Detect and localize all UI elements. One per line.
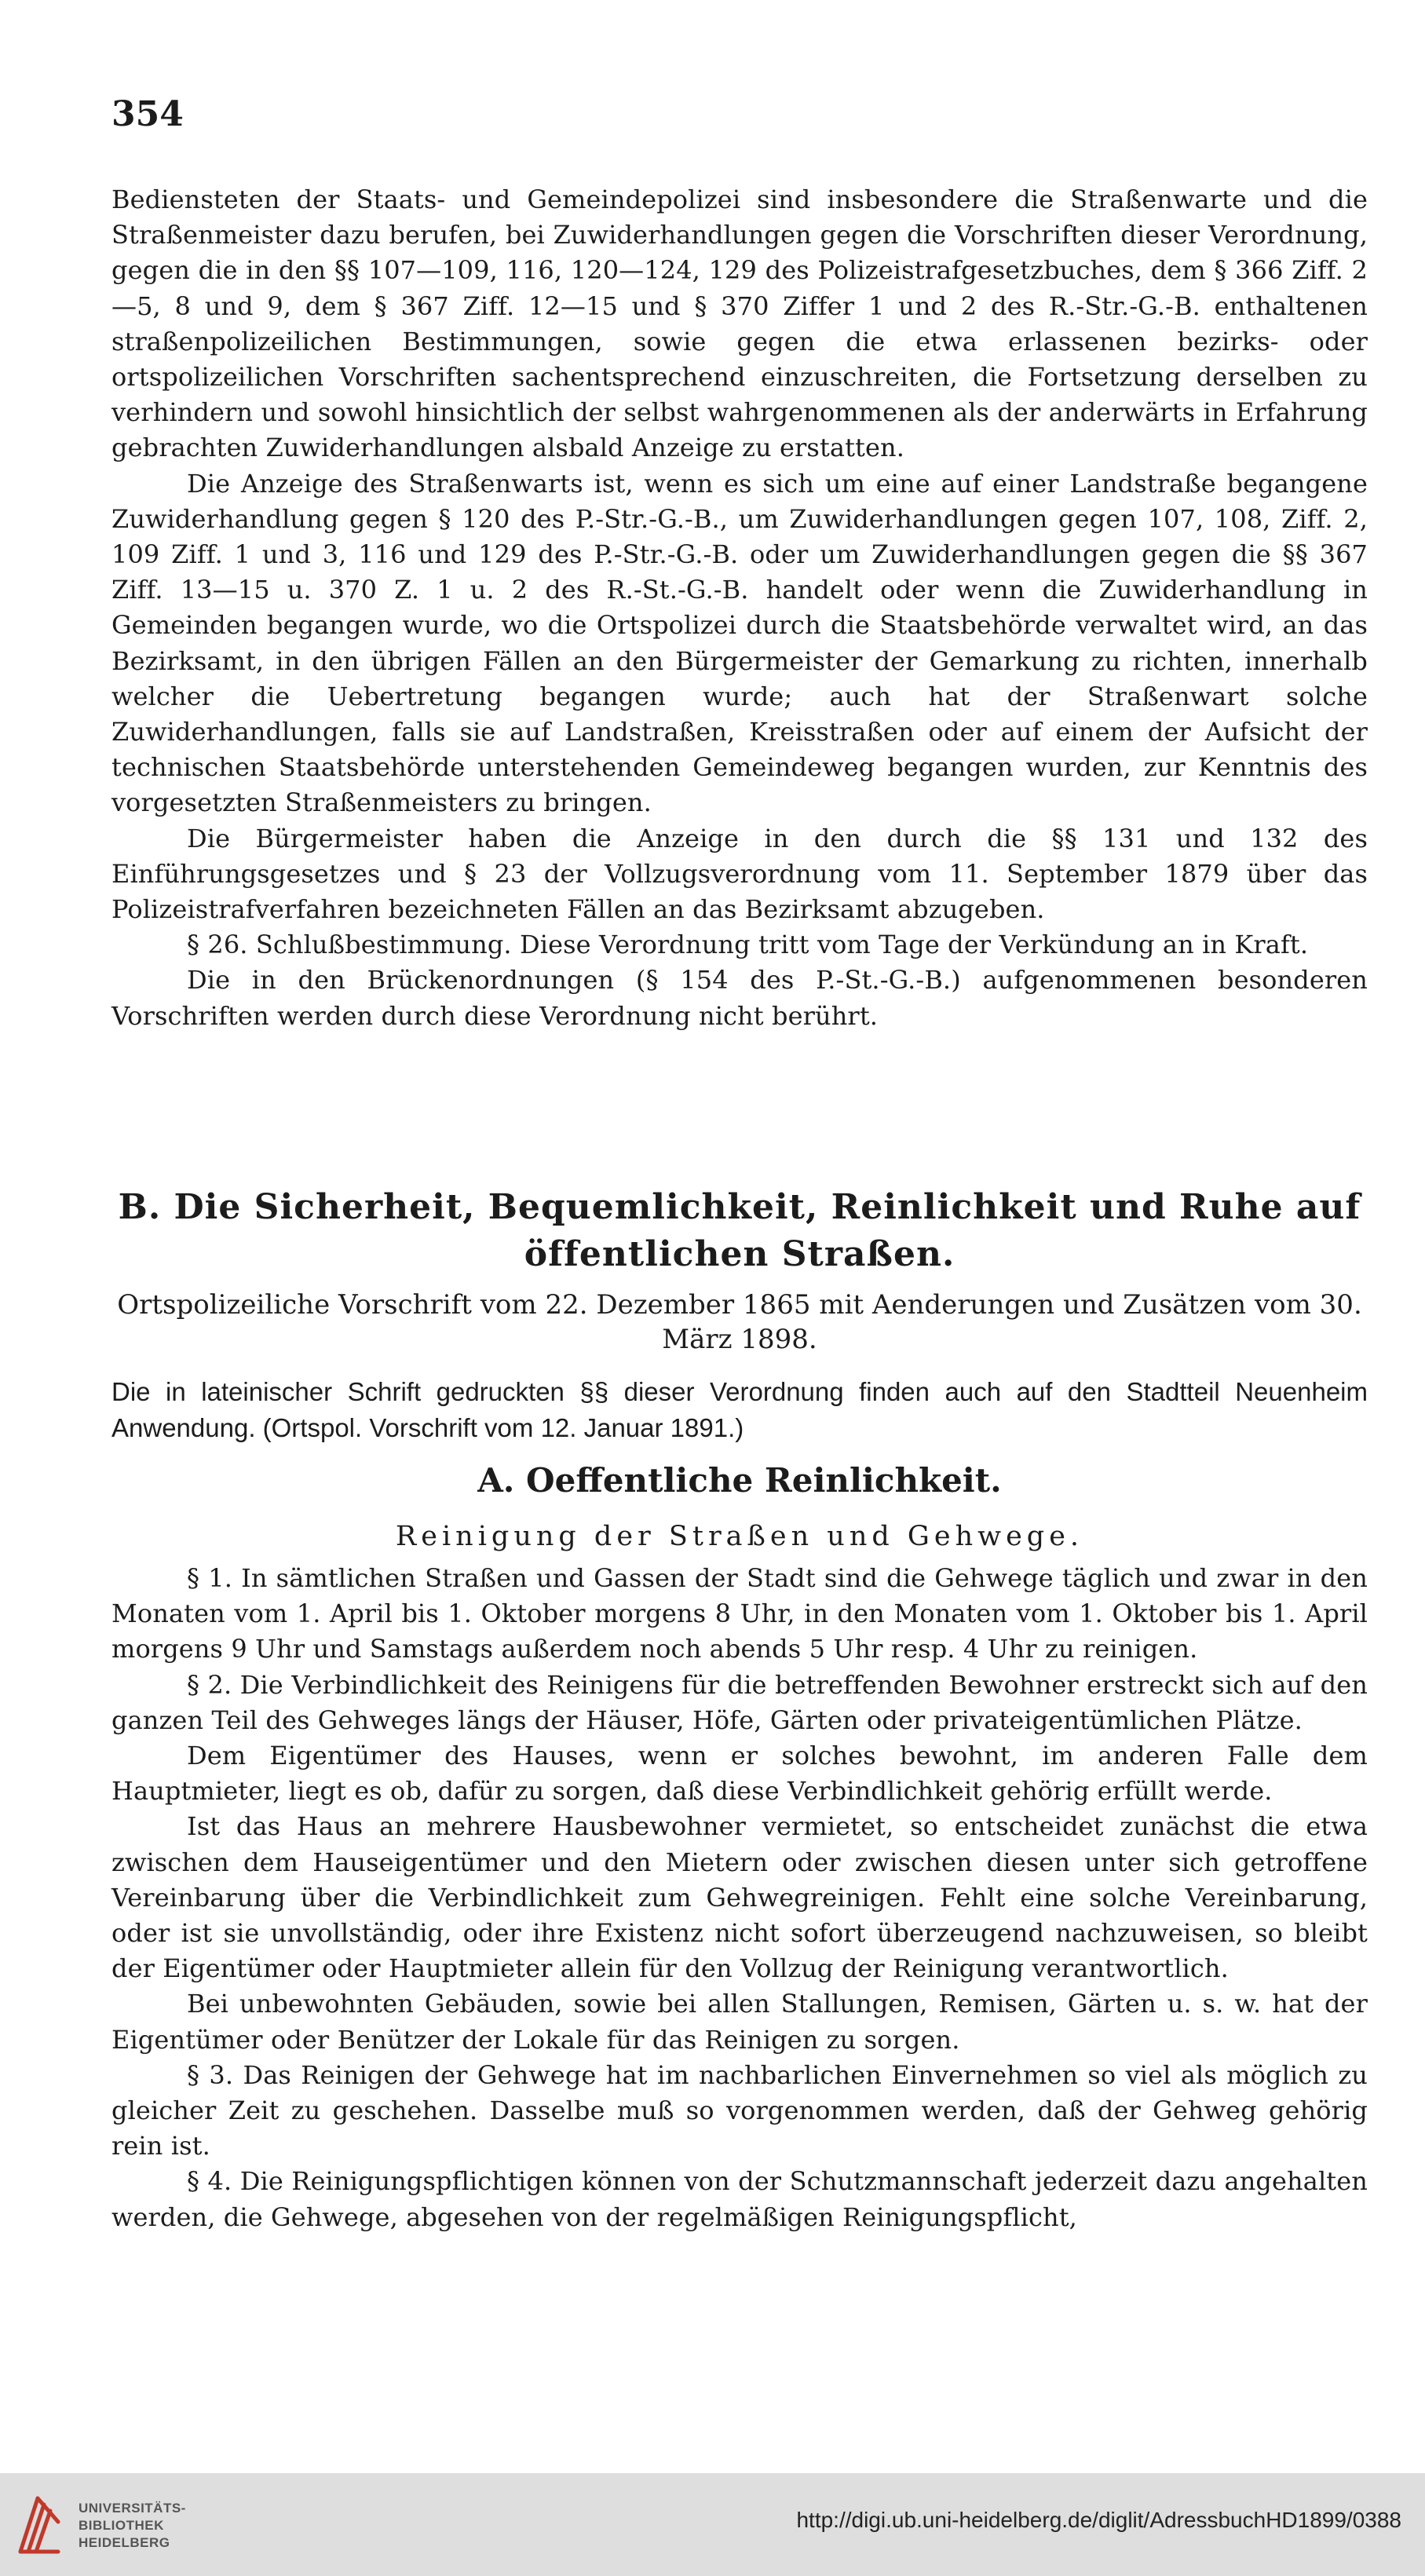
source-url-link[interactable]: http://digi.ub.uni-heidelberg.de/diglit/AdressbuchHD1899/0388 bbox=[796, 2508, 1401, 2532]
section-b-heading: B. Die Sicherheit, Bequemlichkeit, Reinlichkeit und Ruhe auf öffentlichen Straßen. bbox=[118, 1187, 1361, 1274]
university-library-logo-icon bbox=[14, 2490, 64, 2558]
paragraph: Dem Eigentümer des Hauses, wenn er solches bewohnt, im anderen Falle dem Hauptmieter, liegt es ob, dafür zu sorgen, daß diese Verbindlichkeit gehörig erfüllt werde. bbox=[111, 1741, 1368, 1807]
section-a-subtitle: Reinigung der Straßen und Gehwege. bbox=[395, 1521, 1084, 1552]
paragraph: Bei unbewohnten Gebäuden, sowie bei allen Stallungen, Remisen, Gärten u. s. w. hat der Eigentümer oder Benützer der Lokale für das Reinigen zu sorgen. bbox=[111, 1989, 1368, 2055]
library-name bbox=[79, 2500, 186, 2552]
paragraph-section-3: § 3. Das Reinigen der Gehwege hat im nachbarlichen Einvernehmen so viel als möglich zu gleicher Zeit zu geschehen. Dasselbe muß so vorgenommen werden, daß der Gehweg gehörig rein ist. bbox=[111, 2059, 1368, 2161]
library-name-line: HEIDELBERG bbox=[79, 2535, 170, 2550]
library-name-line: UNIVERSITÄTS- bbox=[79, 2501, 186, 2516]
top-text-block bbox=[111, 182, 1368, 1034]
paragraph-section-4: § 4. Die Reinigungspflichtigen können von der Schutzmannschaft jederzeit dazu angehalten werden, die Gehwege, abgesehen von der regelmäßigen Reinigungspflicht, bbox=[111, 2166, 1368, 2232]
paragraph: Ist das Haus an mehrere Hausbewohner vermietet, so entscheidet zunächst die etwa zwischen dem Hauseigentümer und den Mietern oder zwischen diesen unter sich getroffene Vereinbarung über die Verbindlichkeit zum Gehwegreinigen. Fehlt eine solche Vereinbarung, oder ist sie unvollständig, oder ihre Existenz nicht sofort überzeugend nachzuweisen, so bleibt der Eigentümer oder Hauptmieter allein für den Vollzug der Reinigung verantwortlich. bbox=[111, 1811, 1368, 1984]
page-number: 354 bbox=[111, 94, 184, 134]
footer-bar bbox=[0, 2473, 1425, 2576]
paragraph: Die Anzeige des Straßenwarts ist, wenn es sich um eine auf einer Landstraße begangene Zuwiderhandlung gegen § 120 des P.-Str.-G.-B., um Zuwiderhandlungen gegen 107, 108, Ziff. 2, 109 Ziff. 1 und 3, 116 und 129 des P.-Str.-G.-B. oder um Zuwiderhandlungen gegen die §§ 367 Ziff. 13—15 u. 370 Z. 1 u. 2 des R.-St.-G.-B. handelt oder wenn die Zuwiderhandlung in Gemeinden begangen wurde, wo die Ortspolizei durch die Staatsbehörde verwaltet wird, an das Bezirksamt, in den übrigen Fällen an den Bürgermeister der Gemarkung zu richten, innerhalb welcher die Uebertretung begangen wurde; auch hat der Straßenwart solche Zuwiderhandlungen, falls sie auf Landstraßen, Kreisstraßen oder auf einem der Aufsicht der technischen Staatsbehörde unterstehenden Gemeindeweg begangen wurden, zur Kenntnis des vorgesetzten Straßenmeisters zu bringen. bbox=[111, 468, 1368, 818]
library-name-line: BIBLIOTHEK bbox=[79, 2518, 164, 2533]
paragraph: Die in den Brückenordnungen (§ 154 des P.-St.-G.-B.) aufgenommenen besonderen Vorschriften werden durch diese Verordnung nicht berührt. bbox=[111, 965, 1368, 1031]
section-a-heading: A. Oeffentliche Reinlichkeit. bbox=[477, 1461, 1002, 1500]
bottom-text-block bbox=[111, 1561, 1368, 2235]
paragraph-section-26: § 26. Schlußbestimmung. Diese Verordnung tritt vom Tage der Verkündung an in Kraft. bbox=[187, 930, 1309, 960]
ordinance-subheading: Ortspolizeiliche Vorschrift vom 22. Dezember 1865 mit Aenderungen und Zusätzen vom 30. März 1898. bbox=[117, 1289, 1362, 1355]
latin-script-notice: Die in lateinischer Schrift gedruckten §§ dieser Verordnung finden auch auf den Stadtteil Neuenheim Anwendung. (Ortspol. Vorschrift vom 12. Januar 1891.) bbox=[111, 1377, 1368, 1442]
paragraph: Die Bürgermeister haben die Anzeige in den durch die §§ 131 und 132 des Einführungsgesetzes und § 23 der Vollzugsverordnung vom 11. September 1879 über das Polizeistrafverfahren bezeichneten Fällen an das Bezirksamt abzugeben. bbox=[111, 823, 1368, 925]
paragraph: Bediensteten der Staats- und Gemeindepolizei sind insbesondere die Straßenwarte und die Straßenmeister dazu berufen, bei Zuwiderhandlungen gegen die Vorschriften dieser Verordnung, gegen die in den §§ 107—109, 116, 120—124, 129 des Polizeistrafgesetzbuches, dem § 366 Ziff. 2—5, 8 und 9, dem § 367 Ziff. 12—15 und § 370 Ziffer 1 und 2 des R.-Str.-G.-B. enthaltenen straßenpolizeilichen Bestimmungen, sowie gegen die etwa erlassenen bezirks- oder ortspolizeilichen Vorschriften sachentsprechend einzuschreiten, die Fortsetzung derselben zu verhindern und sowohl hinsichtlich der selbst wahrgenommenen als der anderwärts in Erfahrung gebrachten Zuwiderhandlungen alsbald Anzeige zu erstatten. bbox=[111, 185, 1368, 463]
paragraph-section-2: § 2. Die Verbindlichkeit des Reinigens für die betreffenden Bewohner erstreckt sich auf den ganzen Teil des Gehweges längs der Häuser, Höfe, Gärten oder privateigentümlichen Plätze. bbox=[111, 1669, 1368, 1735]
paragraph-section-1: § 1. In sämtlichen Straßen und Gassen der Stadt sind die Gehwege täglich und zwar in den Monaten vom 1. April bis 1. Oktober morgens 8 Uhr, in den Monaten vom 1. Oktober bis 1. April morgens 9 Uhr und Samstags außerdem noch abends 5 Uhr resp. 4 Uhr zu reinigen. bbox=[111, 1563, 1368, 1664]
